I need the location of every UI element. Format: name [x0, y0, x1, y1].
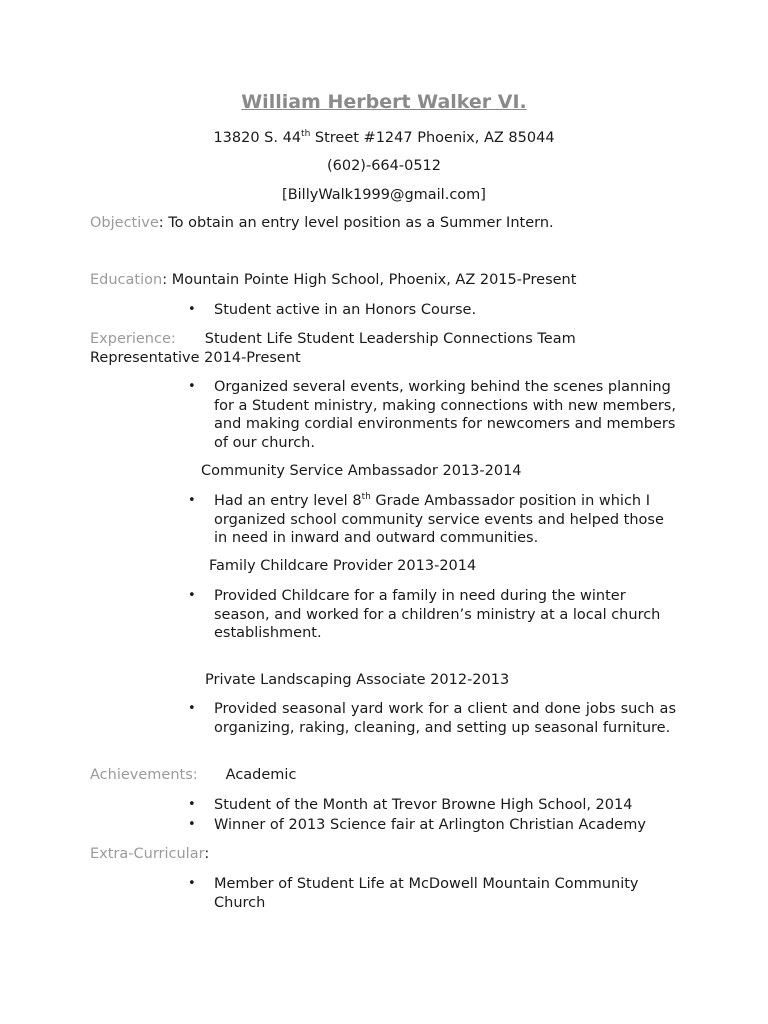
achievements-heading	[90, 766, 296, 784]
achievements-bullet-text-1: Student of the Month at Trevor Browne High School, 2014	[214, 797, 633, 813]
experience-role-4: Private Landscaping Associate 2012-2013	[205, 672, 510, 688]
experience-role-2: Community Service Ambassador 2013-2014	[201, 463, 522, 479]
address-superscript: th	[301, 129, 311, 139]
experience-bullet-2-start: Had an entry level 8	[214, 493, 362, 509]
experience-colon: :	[170, 331, 176, 347]
experience-second-line: Representative 2014-Present	[90, 350, 301, 366]
bullet-glyph: •	[188, 797, 196, 812]
experience-bullet-2-end: Grade Ambassador position in which I organized school community service events and helped those in need in inward and outward communities.	[214, 493, 664, 546]
objective-section	[90, 214, 554, 232]
education-section	[90, 271, 576, 289]
achievements-label: Achievements	[90, 767, 193, 783]
achievements-category: Academic	[225, 767, 297, 783]
experience-first-line: Student Life Student Leadership Connections Team	[204, 331, 576, 347]
education-label: Education	[90, 272, 163, 288]
extracurricular-label: Extra-Curricular	[90, 846, 205, 862]
bullet-glyph: •	[188, 876, 196, 891]
bullet-glyph: •	[188, 302, 196, 317]
achievements-colon: :	[192, 767, 198, 783]
experience-bullet-2-superscript: th	[361, 492, 371, 502]
experience-bullet-text-4: Provided seasonal yard work for a client and done jobs such as organizing, raking, cleaning, and setting up seasonal furniture.	[214, 701, 676, 736]
bullet-glyph: •	[188, 493, 196, 508]
objective-text: : To obtain an entry level position as a Summer Intern.	[158, 215, 554, 231]
email-address: [BillyWalk1999@gmail.com]	[282, 187, 486, 203]
bullet-glyph: •	[188, 379, 196, 394]
education-bullet-text: Student active in an Honors Course.	[214, 302, 477, 318]
address-line	[0, 129, 768, 147]
experience-bullet-text-3: Provided Childcare for a family in need during the winter season, and worked for a children’s ministry at a local church establishment.	[214, 588, 661, 641]
objective-label: Objective	[90, 215, 159, 231]
bullet-glyph: •	[188, 817, 196, 832]
experience-bullet-text-1: Organized several events, working behind the scenes planning for a Student ministry, making connections with new members, and making cordial environments for newcomers and members of our church.	[214, 379, 676, 451]
achievements-bullet-text-2: Winner of 2013 Science fair at Arlington Christian Academy	[214, 817, 646, 833]
phone-number: (602)-664-0512	[326, 158, 442, 174]
extracurricular-colon: :	[204, 846, 210, 862]
resume-name: William Herbert Walker VI.	[241, 91, 527, 113]
experience-label: Experience	[90, 331, 171, 347]
address-text-start: 13820 S. 44	[213, 130, 302, 146]
bullet-glyph: •	[188, 588, 196, 603]
experience-bullet-text-2	[214, 492, 676, 548]
experience-heading	[90, 330, 576, 348]
extracurricular-heading	[90, 845, 209, 863]
bullet-glyph: •	[188, 701, 196, 716]
address-text-end: Street #1247 Phoenix, AZ 85044	[310, 130, 555, 146]
education-text: : Mountain Pointe High School, Phoenix, AZ 2015-Present	[162, 272, 577, 288]
experience-role-3: Family Childcare Provider 2013-2014	[209, 558, 477, 574]
extracurricular-bullet-text-1: Member of Student Life at McDowell Mountain Community Church	[214, 876, 639, 911]
